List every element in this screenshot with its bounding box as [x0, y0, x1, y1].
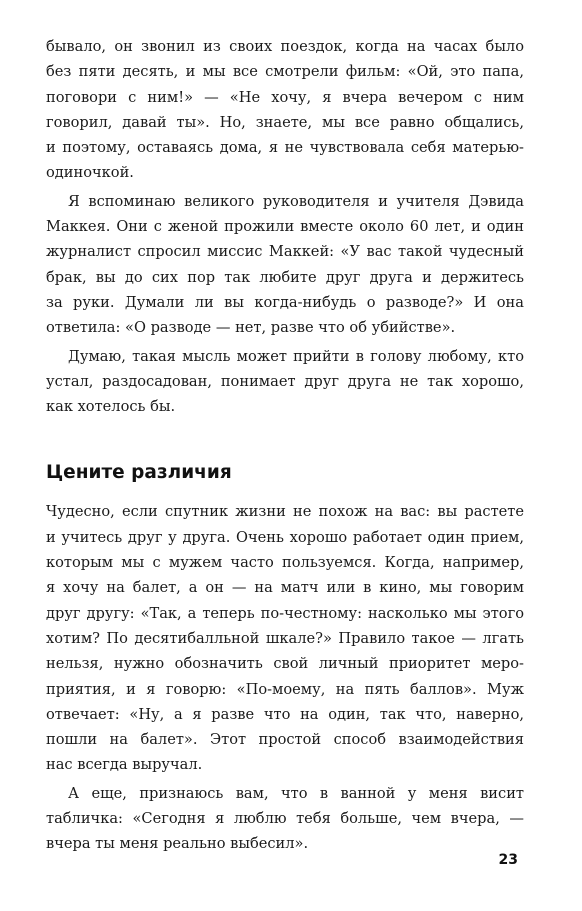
text-line: отвечает: «Ну, а я разве что на один, так что, наверно, [46, 705, 524, 723]
text-line: одиночкой. [46, 164, 134, 182]
text-line: как хотелось бы. [46, 398, 176, 416]
text-line: нельзя, нужно обозначить свой личный приоритет меро- [46, 655, 524, 673]
text-line: нас всегда выручал. [46, 756, 203, 774]
text-line: без пяти десять, и мы все смотрели фильм: «Ой, это папа, [46, 63, 524, 81]
page-number: 23 [498, 852, 518, 868]
section-heading: Цените различия [46, 462, 232, 484]
text-line: Думаю, такая мысль может прийти в голову любому, кто [68, 347, 524, 365]
text-line: табличка: «Сегодня я люблю тебя больше, чем вчера, — [46, 810, 524, 828]
text-line: пошли на балет». Этот простой способ взаимодействия [46, 731, 524, 749]
text-line: бывало, он звонил из своих поездок, когда на часах было [46, 38, 524, 55]
paragraph-5 [46, 781, 524, 857]
text-line: хотим? По десятибалльной шкале?» Правило такое — лгать [46, 629, 524, 647]
text-line: говорил, давай ты». Но, знаете, мы все равно общались, [46, 113, 524, 131]
text-line: Я вспоминаю великого руководителя и учителя Дэвида [68, 192, 524, 210]
text-line: которым мы с мужем часто пользуемся. Когда, например, [46, 554, 524, 572]
text-line: Маккея. Они с женой прожили вместе около 60 лет, и один [46, 218, 524, 236]
text-line: Чудесно, если спутник жизни не похож на вас: вы растете [46, 503, 524, 521]
text-line: ответила: «О разводе — нет, разве что об убийстве». [46, 319, 456, 337]
paragraph-2 [46, 189, 524, 341]
paragraph-1 [46, 34, 524, 186]
paragraph-4 [46, 499, 524, 777]
text-line: брак, вы до сих пор так любите друг друга и держитесь [46, 268, 524, 286]
text-line: друг другу: «Так, а теперь по-честному: насколько мы этого [46, 604, 524, 622]
text-line: устал, раздосадован, понимает друг друга не так хорошо, [46, 372, 524, 390]
text-line: поговори с ним!» — «Не хочу, я вчера вечером с ним [46, 88, 524, 106]
text-line: за руки. Думали ли вы когда-нибудь о разводе?» И она [46, 293, 524, 311]
text-line: и поэтому, оставаясь дома, я не чувствовала себя матерью- [46, 139, 524, 157]
text-line: и учитесь друг у друга. Очень хорошо работает один прием, [46, 528, 524, 546]
text-line: приятия, и я говорю: «По-моему, на пять баллов». Муж [46, 680, 524, 698]
paragraph-3 [46, 344, 524, 420]
text-line: вчера ты меня реально выбесил». [46, 835, 309, 853]
text-line: А еще, признаюсь вам, что в ванной у меня висит [68, 784, 524, 802]
text-line: журналист спросил миссис Маккей: «У вас такой чудесный [46, 243, 524, 261]
book-page [46, 34, 524, 857]
text-line: я хочу на балет, а он — на матч или в кино, мы говорим [46, 579, 524, 597]
